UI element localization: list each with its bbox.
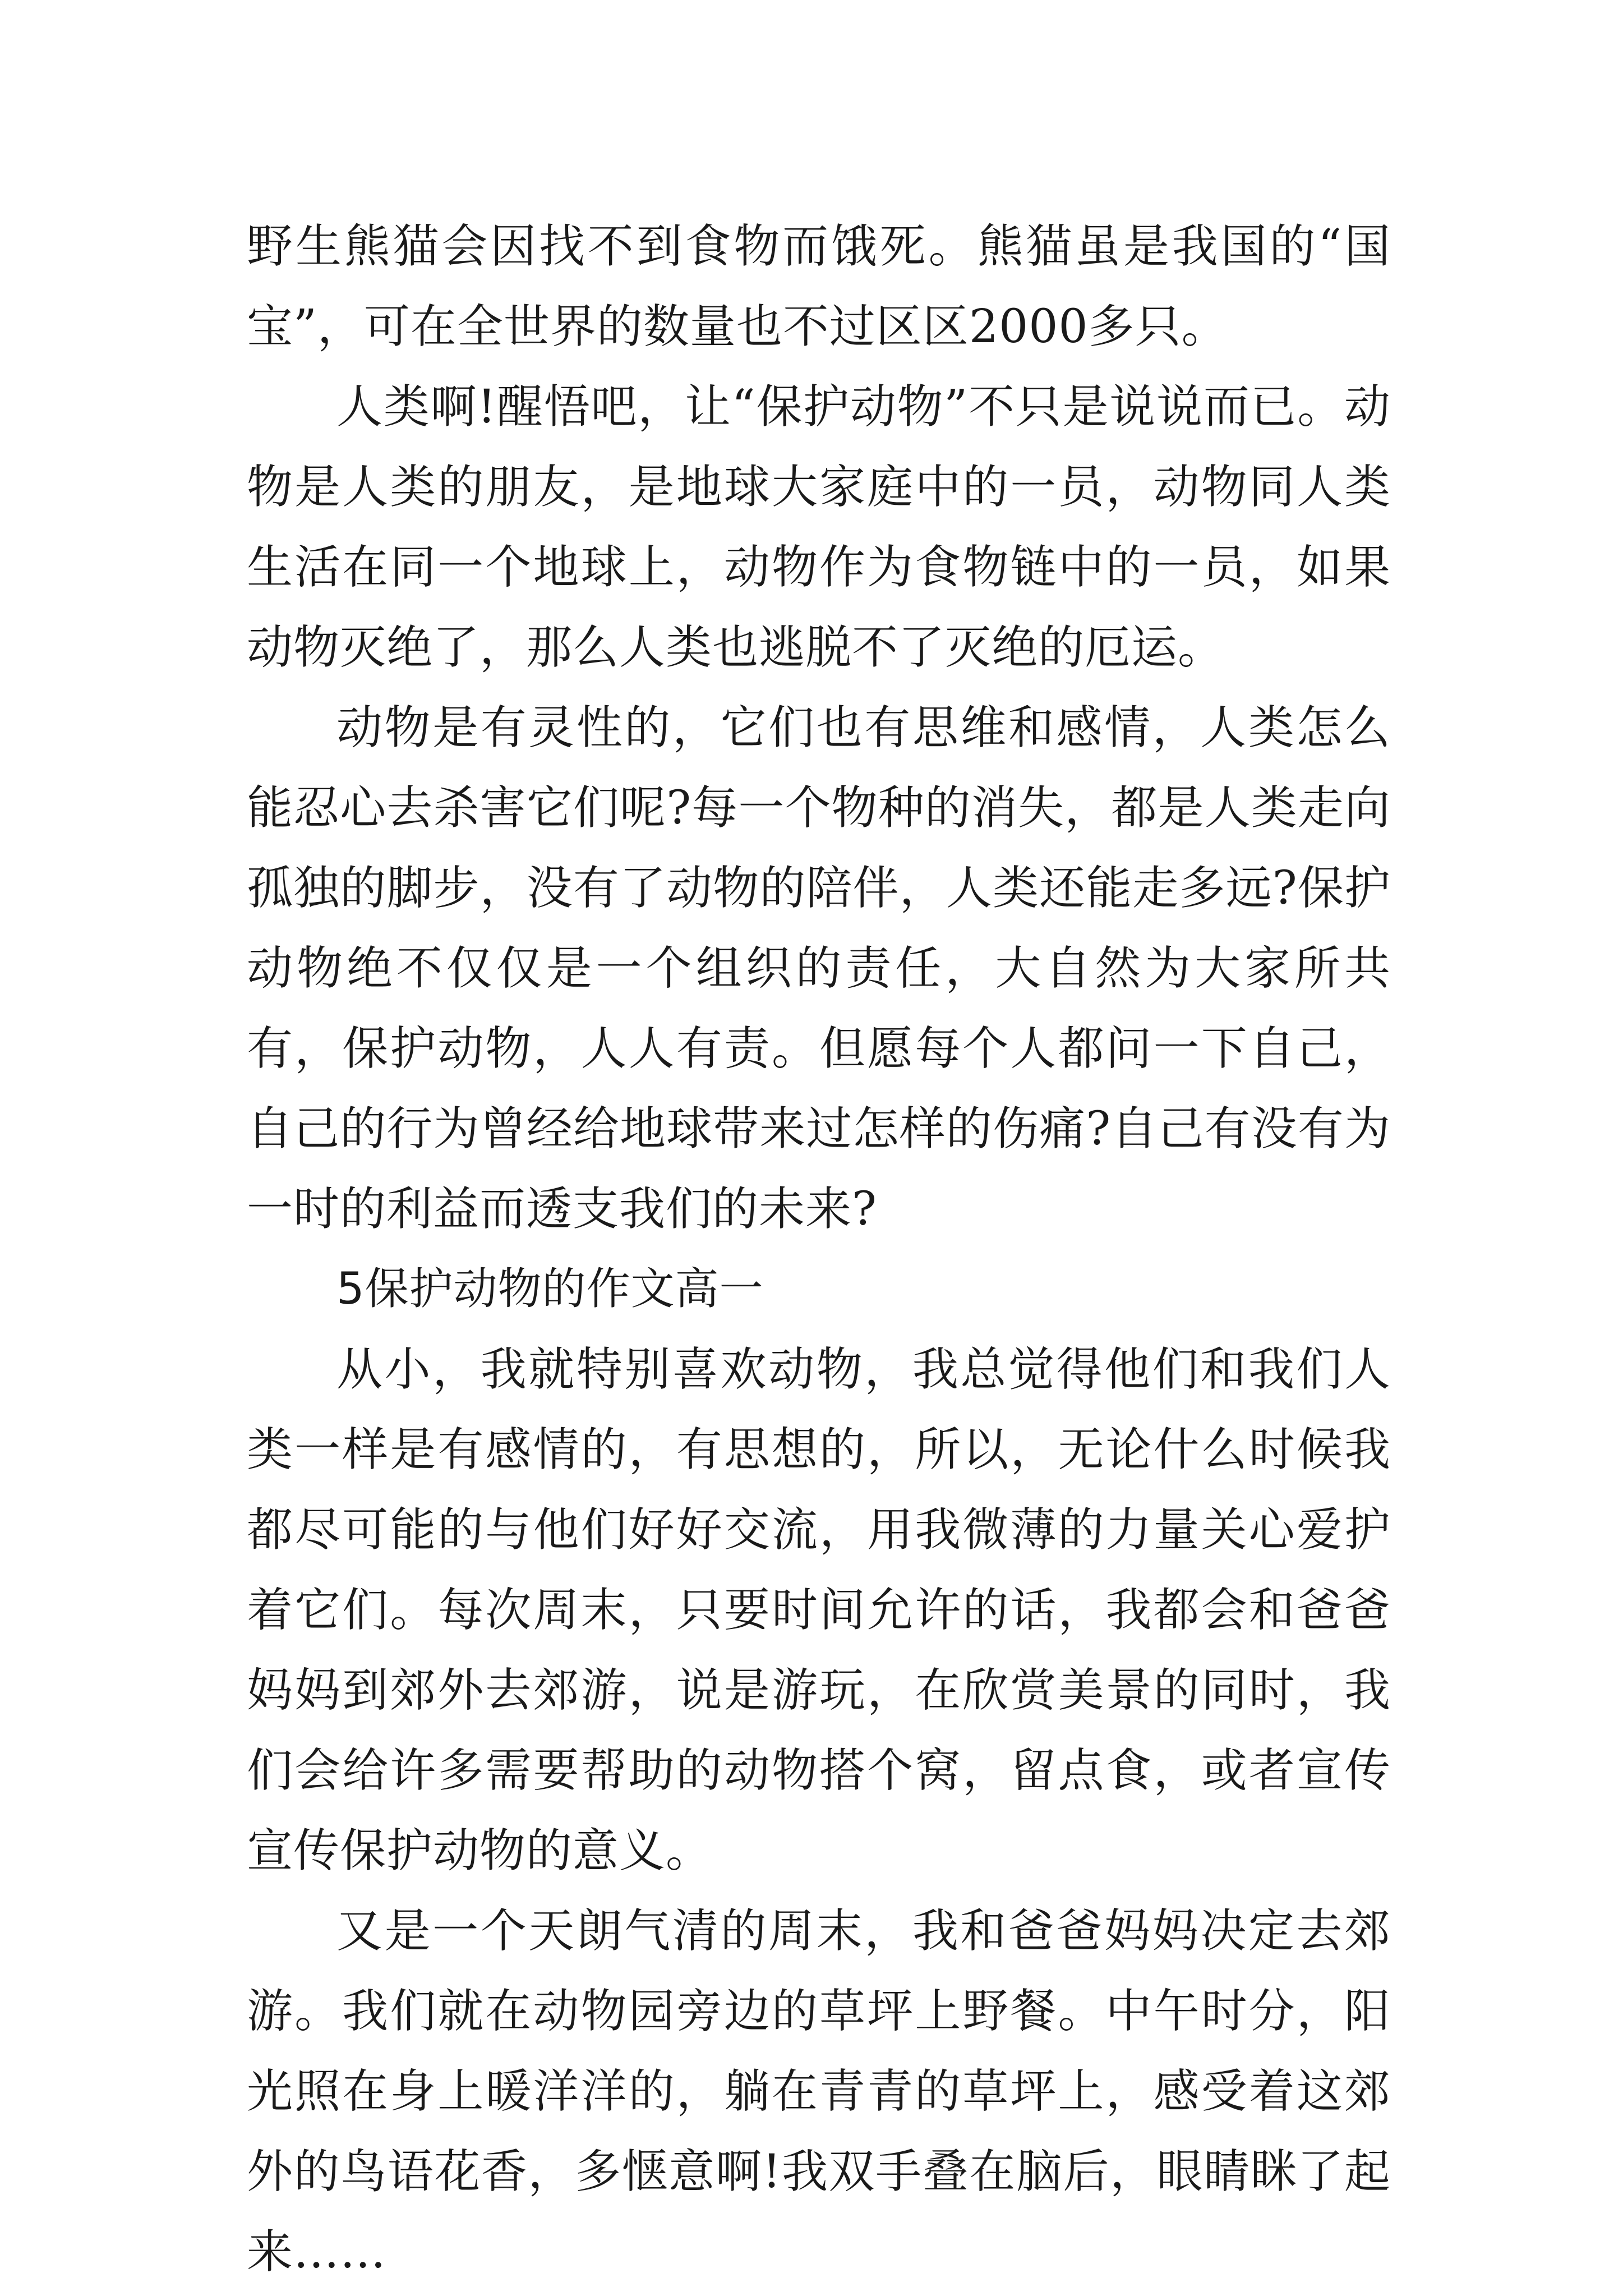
document-body [247, 206, 1391, 2292]
paragraph-weekend-picnic: 又是一个天朗气清的周末，我和爸爸妈妈决定去郊游。我们就在动物园旁边的草坪上野餐。中午时分，阳光照在身上暖洋洋的，躺在青青的草坪上，感受着这郊外的鸟语花香，多惬意啊!我双手叠在脑后，眼睛眯了起来…… [247, 1904, 1391, 2279]
paragraph-panda-population: 野生熊猫会因找不到食物而饿死。熊猫虽是我国的“国宝”，可在全世界的数量也不过区区2000多只。 [247, 220, 1391, 353]
section-heading: 5保护动物的作文高一 [336, 1264, 764, 1314]
paragraph-love-animals: 从小，我就特别喜欢动物，我总觉得他们和我们人类一样是有感情的，有思想的，所以，无论什么时候我都尽可能的与他们好好交流，用我微薄的力量关心爱护着它们。每次周末，只要时间允许的话，我都会和爸爸妈妈到郊外去郊游，说是游玩，在欣赏美景的同时，我们会给许多需要帮助的动物搭个窝，留点食，或者宣传宣传保护动物的意义。 [247, 1343, 1391, 1878]
paragraph-wake-up-humanity: 人类啊!醒悟吧，让“保护动物”不只是说说而已。动物是人类的朋友，是地球大家庭中的一员，动物同人类生活在同一个地球上，动物作为食物链中的一员，如果动物灭绝了，那么人类也逃脱不了灭绝的厄运。 [247, 380, 1391, 674]
paragraph-animals-have-feelings: 动物是有灵性的，它们也有思维和感情，人类怎么能忍心去杀害它们呢?每一个物种的消失，都是人类走向孤独的脚步，没有了动物的陪伴，人类还能走多远?保护动物绝不仅仅是一个组织的责任，大自然为大家所共有，保护动物，人人有责。但愿每个人都问一下自己，自己的行为曾经给地球带来过怎样的伤痛?自己有没有为一时的利益而透支我们的未来? [247, 701, 1391, 1236]
